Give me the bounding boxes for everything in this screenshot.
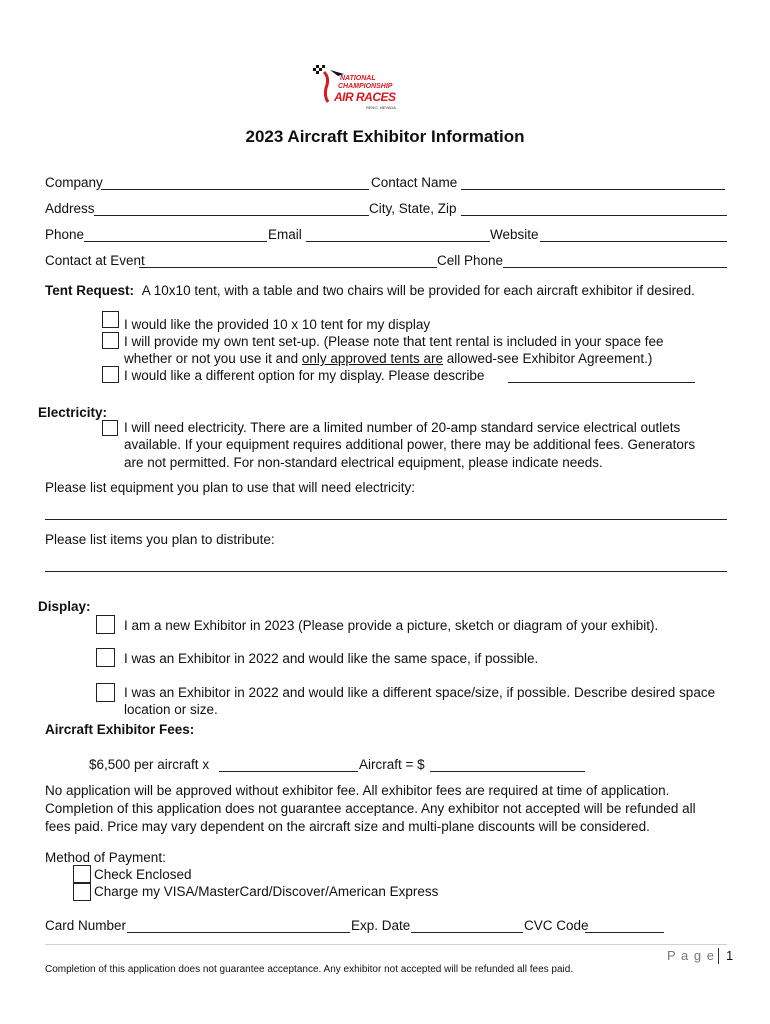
fees-price: $6,500 per aircraft x [89, 757, 210, 772]
website-field[interactable] [540, 241, 727, 242]
fees-paragraph-line3: fees paid. Price may vary dependent on the aircraft size and multi-plane discounts will be considered. [45, 819, 650, 834]
city-state-zip-label: City, State, Zip [369, 201, 457, 216]
page-title: 2023 Aircraft Exhibitor Information [245, 127, 525, 146]
distribute-prompt: Please list items you plan to distribute: [45, 532, 275, 547]
display-option-3-checkbox[interactable] [96, 683, 115, 702]
tent-option-3-describe-field[interactable] [508, 382, 695, 383]
contact-name-field[interactable] [461, 189, 725, 190]
cell-phone-field[interactable] [503, 267, 727, 268]
logo-line2: CHAMPIONSHIP [338, 83, 393, 90]
contact-at-event-field[interactable] [139, 267, 437, 268]
electricity-heading: Electricity: [38, 405, 108, 420]
electricity-line3: are not permitted. For non-standard electrical equipment, please indicate needs. [124, 455, 603, 470]
address-label: Address [45, 201, 95, 216]
tent-option-1-label: I would like the provided 10 x 10 tent for my display [124, 317, 431, 332]
website-label: Website [490, 227, 539, 242]
display-option-2-checkbox[interactable] [96, 648, 115, 667]
fees-heading: Aircraft Exhibitor Fees: [45, 722, 195, 737]
logo-line3: AIR RACES [334, 90, 396, 104]
contact-name-label: Contact Name [371, 175, 458, 190]
tent-option-2-text-a: whether or not you use it and [124, 351, 302, 366]
footer-divider [45, 944, 727, 945]
electricity-checkbox[interactable] [102, 420, 118, 436]
payment-heading: Method of Payment: [45, 850, 166, 865]
page-number: 1 [726, 948, 734, 963]
fees-paragraph-line2: Completion of this application does not guarantee acceptance. Any exhibitor not accepted will be refunded all [45, 801, 696, 816]
tent-option-1-checkbox[interactable] [102, 311, 119, 328]
address-field[interactable] [94, 215, 369, 216]
distribute-field[interactable] [45, 571, 727, 572]
company-label: Company [45, 175, 103, 190]
contact-at-event-label: Contact at Event [45, 253, 145, 268]
card-number-label: Card Number [45, 918, 127, 933]
page-label: P a g e [667, 948, 715, 963]
page-separator [718, 948, 719, 964]
display-option-3-line2: location or size. [124, 702, 218, 717]
phone-field[interactable] [84, 241, 267, 242]
tent-option-3-checkbox[interactable] [102, 366, 119, 383]
fees-paragraph-line1: No application will be approved without exhibitor fee. All exhibitor fees are required at time of application. [45, 783, 670, 798]
card-number-field[interactable] [127, 932, 350, 933]
logo-line1: NATIONAL [340, 75, 376, 82]
logo [310, 60, 410, 120]
tent-request-intro: A 10x10 tent, with a table and two chairs will be provided for each aircraft exhibitor if desired. [141, 283, 695, 298]
electricity-line2: available. If your equipment requires additional power, there may be additional fees. Generators [124, 437, 696, 452]
company-field[interactable] [101, 189, 369, 190]
tent-option-2-underlined: only approved tents are [301, 351, 443, 366]
charge-card-label: Charge my VISA/MasterCard/Discover/American Express [94, 884, 439, 899]
aircraft-count-field[interactable] [219, 771, 358, 772]
tent-option-3-label: I would like a different option for my display. Please describe [124, 368, 485, 383]
tent-request-heading: Tent Request: [45, 283, 135, 298]
fees-total-field[interactable] [430, 771, 585, 772]
tent-option-2-line1: I will provide my own tent set-up. (Please note that tent rental is included in your space fee [124, 334, 664, 349]
equipment-prompt: Please list equipment you plan to use that will need electricity: [45, 480, 415, 495]
city-state-zip-field[interactable] [461, 215, 727, 216]
tent-request [45, 283, 695, 298]
phone-label: Phone [45, 227, 85, 242]
fees-aircraft: Aircraft = $ [359, 757, 425, 772]
display-option-1-checkbox[interactable] [96, 615, 115, 634]
email-field[interactable] [306, 241, 490, 242]
cvc-label: CVC Code [524, 918, 589, 933]
display-option-2-label: I was an Exhibitor in 2022 and would like the same space, if possible. [124, 651, 539, 666]
display-option-3-line1: I was an Exhibitor in 2022 and would like a different space/size, if possible. Describe desired space [124, 685, 716, 700]
check-enclosed-label: Check Enclosed [94, 867, 192, 882]
footer-note: Completion of this application does not guarantee acceptance. Any exhibitor not accepted will be refunded all fees paid. [45, 964, 574, 975]
tent-option-2-text-b: allowed-see Exhibitor Agreement.) [442, 351, 653, 366]
charge-card-checkbox[interactable] [73, 883, 91, 901]
check-enclosed-checkbox[interactable] [73, 865, 91, 883]
tent-option-2-checkbox[interactable] [102, 332, 119, 349]
tent-option-2-line2 [124, 351, 652, 366]
cvc-field[interactable] [585, 932, 664, 933]
display-heading: Display: [38, 599, 91, 614]
cell-phone-label: Cell Phone [437, 253, 504, 268]
display-option-1-label: I am a new Exhibitor in 2023 (Please provide a picture, sketch or diagram of your exhibit). [124, 618, 659, 633]
electricity-line1: I will need electricity. There are a limited number of 20-amp standard service electrical outlets [124, 420, 681, 435]
equipment-field[interactable] [45, 519, 727, 520]
logo-tagline: RENO, NEVADA [366, 105, 396, 110]
exp-date-label: Exp. Date [351, 918, 411, 933]
email-label: Email [268, 227, 302, 242]
exp-date-field[interactable] [411, 932, 523, 933]
